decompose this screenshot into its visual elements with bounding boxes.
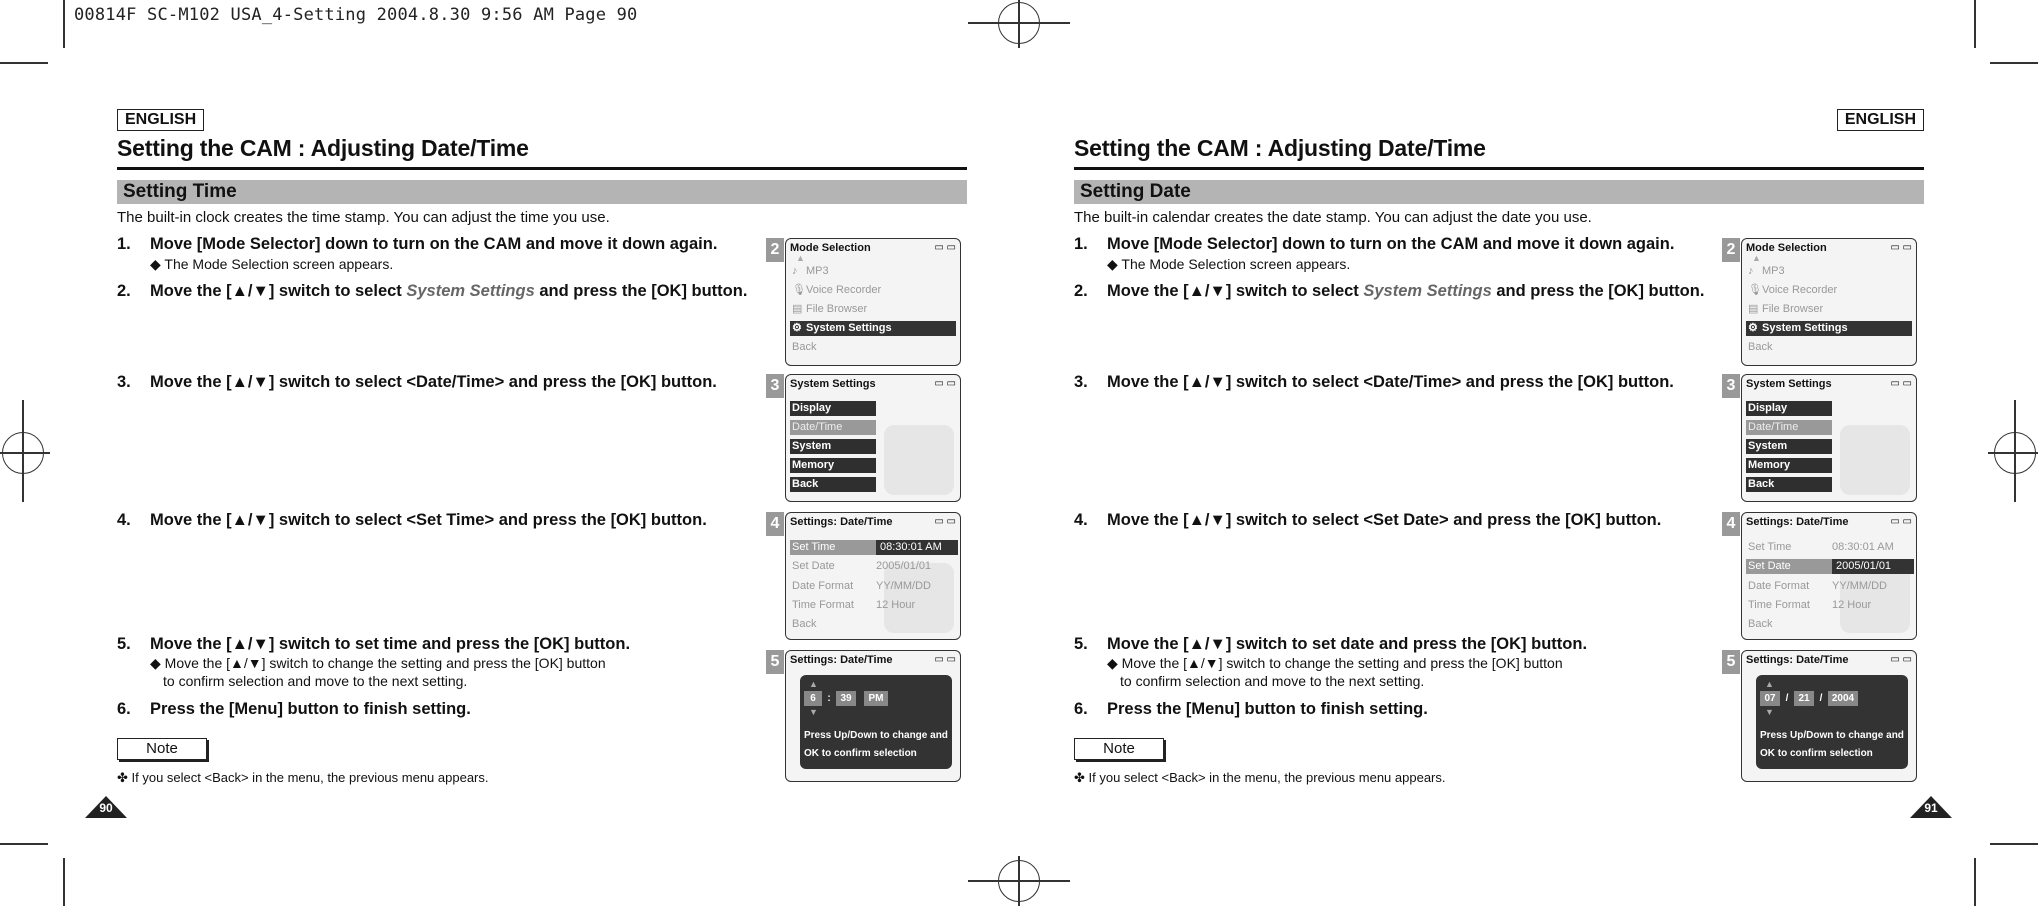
popup-hint: Press Up/Down to change and OK to confirm selection (804, 730, 948, 759)
menu-item-back: Back (1748, 341, 1773, 353)
setting-row-back: Back (792, 618, 817, 630)
crop-mark (63, 858, 65, 906)
increase-icon: ▲ (809, 679, 818, 689)
menu-item: System (790, 439, 876, 454)
system-settings-screen (1741, 374, 1917, 502)
section-header: Setting Time (117, 180, 967, 204)
menu-item-selected: ⚙ System Settings (1746, 321, 1912, 336)
note-label: Note (117, 738, 207, 760)
step-4: 4. Move the [▲/▼] switch to select <Set Date> and press the [OK] button. (1074, 511, 1662, 529)
screen-badge: 5 (766, 650, 784, 674)
menu-item: 🎙Voice Recorder (792, 284, 882, 296)
step-5-note-cont: to confirm selection and move to the next setting. (1120, 673, 1425, 689)
step-3: 3. Move the [▲/▼] switch to select <Date/Time> and press the [OK] button. (1074, 373, 1674, 391)
battery-icon: ▭ ▭ (934, 242, 956, 253)
crop-mark (1974, 858, 1976, 906)
set-time-screen (785, 650, 961, 782)
menu-item: Display (1746, 401, 1832, 416)
setting-row-selected: Set Date 2005/01/01 (1746, 559, 1914, 574)
menu-item: Back (1746, 477, 1832, 492)
setting-row-selected: Set Time 08:30:01 AM (790, 540, 958, 555)
screen-badge: 3 (1722, 374, 1740, 398)
crop-mark (1990, 62, 2038, 64)
screen-title: Settings: Date/Time (790, 654, 893, 666)
screen-badge: 4 (766, 512, 784, 536)
step-5-note-cont: to confirm selection and move to the next setting. (163, 673, 468, 689)
increase-icon: ▲ (1765, 679, 1774, 689)
menu-item: Memory (790, 458, 876, 473)
set-date-screen (1741, 650, 1917, 782)
menu-item-selected: Date/Time (790, 420, 876, 435)
menu-item: System (1746, 439, 1832, 454)
date-separator: / (1819, 693, 1823, 704)
screen-title: Mode Selection (790, 242, 871, 254)
screen-badge: 2 (766, 238, 784, 262)
battery-icon: ▭ ▭ (1890, 516, 1912, 527)
year-value: 2004 (1828, 691, 1858, 706)
crop-mark (1990, 843, 2038, 845)
step-5: 5. Move the [▲/▼] switch to set time and press the [OK] button. (117, 635, 631, 653)
crop-mark (63, 0, 65, 48)
note-label: Note (1074, 738, 1164, 760)
step-1-note: ◆ The Mode Selection screen appears. (150, 256, 394, 272)
menu-item: ▤ File Browser (1748, 303, 1824, 315)
step-3: 3. Move the [▲/▼] switch to select <Date/Time> and press the [OK] button. (117, 373, 717, 391)
screen-title: Settings: Date/Time (1746, 654, 1849, 666)
menu-item: Memory (1746, 458, 1832, 473)
crop-mark (0, 62, 48, 64)
mode-selection-screen (1741, 238, 1917, 366)
screen-badge: 5 (1722, 650, 1740, 674)
hour-value: 6 (804, 691, 822, 706)
page-title: Setting the CAM : Adjusting Date/Time (117, 135, 529, 161)
ampm-value: PM (864, 691, 888, 706)
screen-badge: 3 (766, 374, 784, 398)
step-5-note: ◆ Move the [▲/▼] switch to change the setting and press the [OK] button (1107, 655, 1563, 671)
month-value: 07 (1760, 691, 1780, 706)
title-rule (117, 167, 967, 170)
tool-watermark-icon (884, 425, 954, 495)
set-date-popup (1756, 675, 1908, 769)
screen-title: Settings: Date/Time (1746, 516, 1849, 528)
crop-mark (0, 843, 48, 845)
menu-item-selected: Date/Time (1746, 420, 1832, 435)
battery-icon: ▭ ▭ (1890, 378, 1912, 389)
set-time-popup (800, 675, 952, 769)
date-time-screen (785, 512, 961, 640)
intro-text: The built-in clock creates the time stamp. You can adjust the time you use. (117, 209, 610, 226)
intro-text: The built-in calendar creates the date stamp. You can adjust the date you use. (1074, 209, 1592, 226)
step-6: 6. Press the [Menu] button to finish setting. (117, 700, 471, 718)
step-5-note: ◆ Move the [▲/▼] switch to change the setting and press the [OK] button (150, 655, 606, 671)
date-separator: / (1785, 693, 1789, 704)
menu-item: ♪ MP3 (1748, 265, 1785, 277)
setting-row: Date Format YY/MM/DD (792, 580, 931, 592)
screen-title: Settings: Date/Time (790, 516, 893, 528)
minute-value: 39 (836, 691, 856, 706)
menu-item-back: Back (792, 341, 817, 353)
screen-title: Mode Selection (1746, 242, 1827, 254)
print-slug: 00814F SC-M102 USA_4-Setting 2004.8.30 9:56 AM Page 90 (74, 5, 638, 25)
language-label: ENGLISH (1837, 109, 1924, 131)
scroll-up-icon: ▲ (796, 253, 805, 263)
scroll-up-icon: ▲ (1752, 253, 1761, 263)
day-value: 21 (1794, 691, 1814, 706)
menu-item-selected: ⚙ System Settings (790, 321, 956, 336)
section-header: Setting Date (1074, 180, 1924, 204)
screen-title: System Settings (790, 378, 876, 390)
decrease-icon: ▼ (809, 707, 818, 717)
setting-row: Time Format 12 Hour (1748, 599, 1872, 611)
menu-item: Display (790, 401, 876, 416)
language-label: ENGLISH (117, 109, 204, 131)
setting-row: Time Format 12 Hour (792, 599, 916, 611)
battery-icon: ▭ ▭ (934, 378, 956, 389)
screen-title: System Settings (1746, 378, 1832, 390)
step-5: 5. Move the [▲/▼] switch to set date and press the [OK] button. (1074, 635, 1588, 653)
menu-item: 🎙Voice Recorder (1748, 284, 1838, 296)
step-2: 2. Move the [▲/▼] switch to select System Settings and press the [OK] button. (117, 282, 748, 300)
step-1: 1. Move [Mode Selector] down to turn on the CAM and move it down again. (1074, 235, 1675, 253)
battery-icon: ▭ ▭ (934, 516, 956, 527)
setting-row-back: Back (1748, 618, 1773, 630)
step-1-note: ◆ The Mode Selection screen appears. (1107, 256, 1351, 272)
step-2: 2. Move the [▲/▼] switch to select System Settings and press the [OK] button. (1074, 282, 1705, 300)
menu-item: ♪ MP3 (792, 265, 829, 277)
mode-selection-screen (785, 238, 961, 366)
time-separator: : (827, 693, 831, 704)
menu-item: Back (790, 477, 876, 492)
page-title: Setting the CAM : Adjusting Date/Time (1074, 135, 1486, 161)
note-text: ✤ If you select <Back> in the menu, the previous menu appears. (117, 770, 489, 785)
page-number: 90 (85, 796, 127, 816)
setting-row: Set Date 2005/01/01 (792, 560, 932, 572)
setting-row: Date Format YY/MM/DD (1748, 580, 1887, 592)
battery-icon: ▭ ▭ (934, 654, 956, 665)
popup-hint: Press Up/Down to change and OK to confirm selection (1760, 730, 1904, 759)
screen-badge: 2 (1722, 238, 1740, 262)
date-time-screen (1741, 512, 1917, 640)
crop-mark (1974, 0, 1976, 48)
setting-row: Set Time 08:30:01 AM (1748, 541, 1894, 553)
step-4: 4. Move the [▲/▼] switch to select <Set Time> and press the [OK] button. (117, 511, 707, 529)
screen-badge: 4 (1722, 512, 1740, 536)
tool-watermark-icon (1840, 425, 1910, 495)
battery-icon: ▭ ▭ (1890, 654, 1912, 665)
step-1: 1. Move [Mode Selector] down to turn on the CAM and move it down again. (117, 235, 718, 253)
menu-item: ▤ File Browser (792, 303, 868, 315)
note-text: ✤ If you select <Back> in the menu, the previous menu appears. (1074, 770, 1446, 785)
decrease-icon: ▼ (1765, 707, 1774, 717)
system-settings-screen (785, 374, 961, 502)
page-number: 91 (1910, 796, 1952, 816)
step-6: 6. Press the [Menu] button to finish setting. (1074, 700, 1428, 718)
battery-icon: ▭ ▭ (1890, 242, 1912, 253)
title-rule (1074, 167, 1924, 170)
